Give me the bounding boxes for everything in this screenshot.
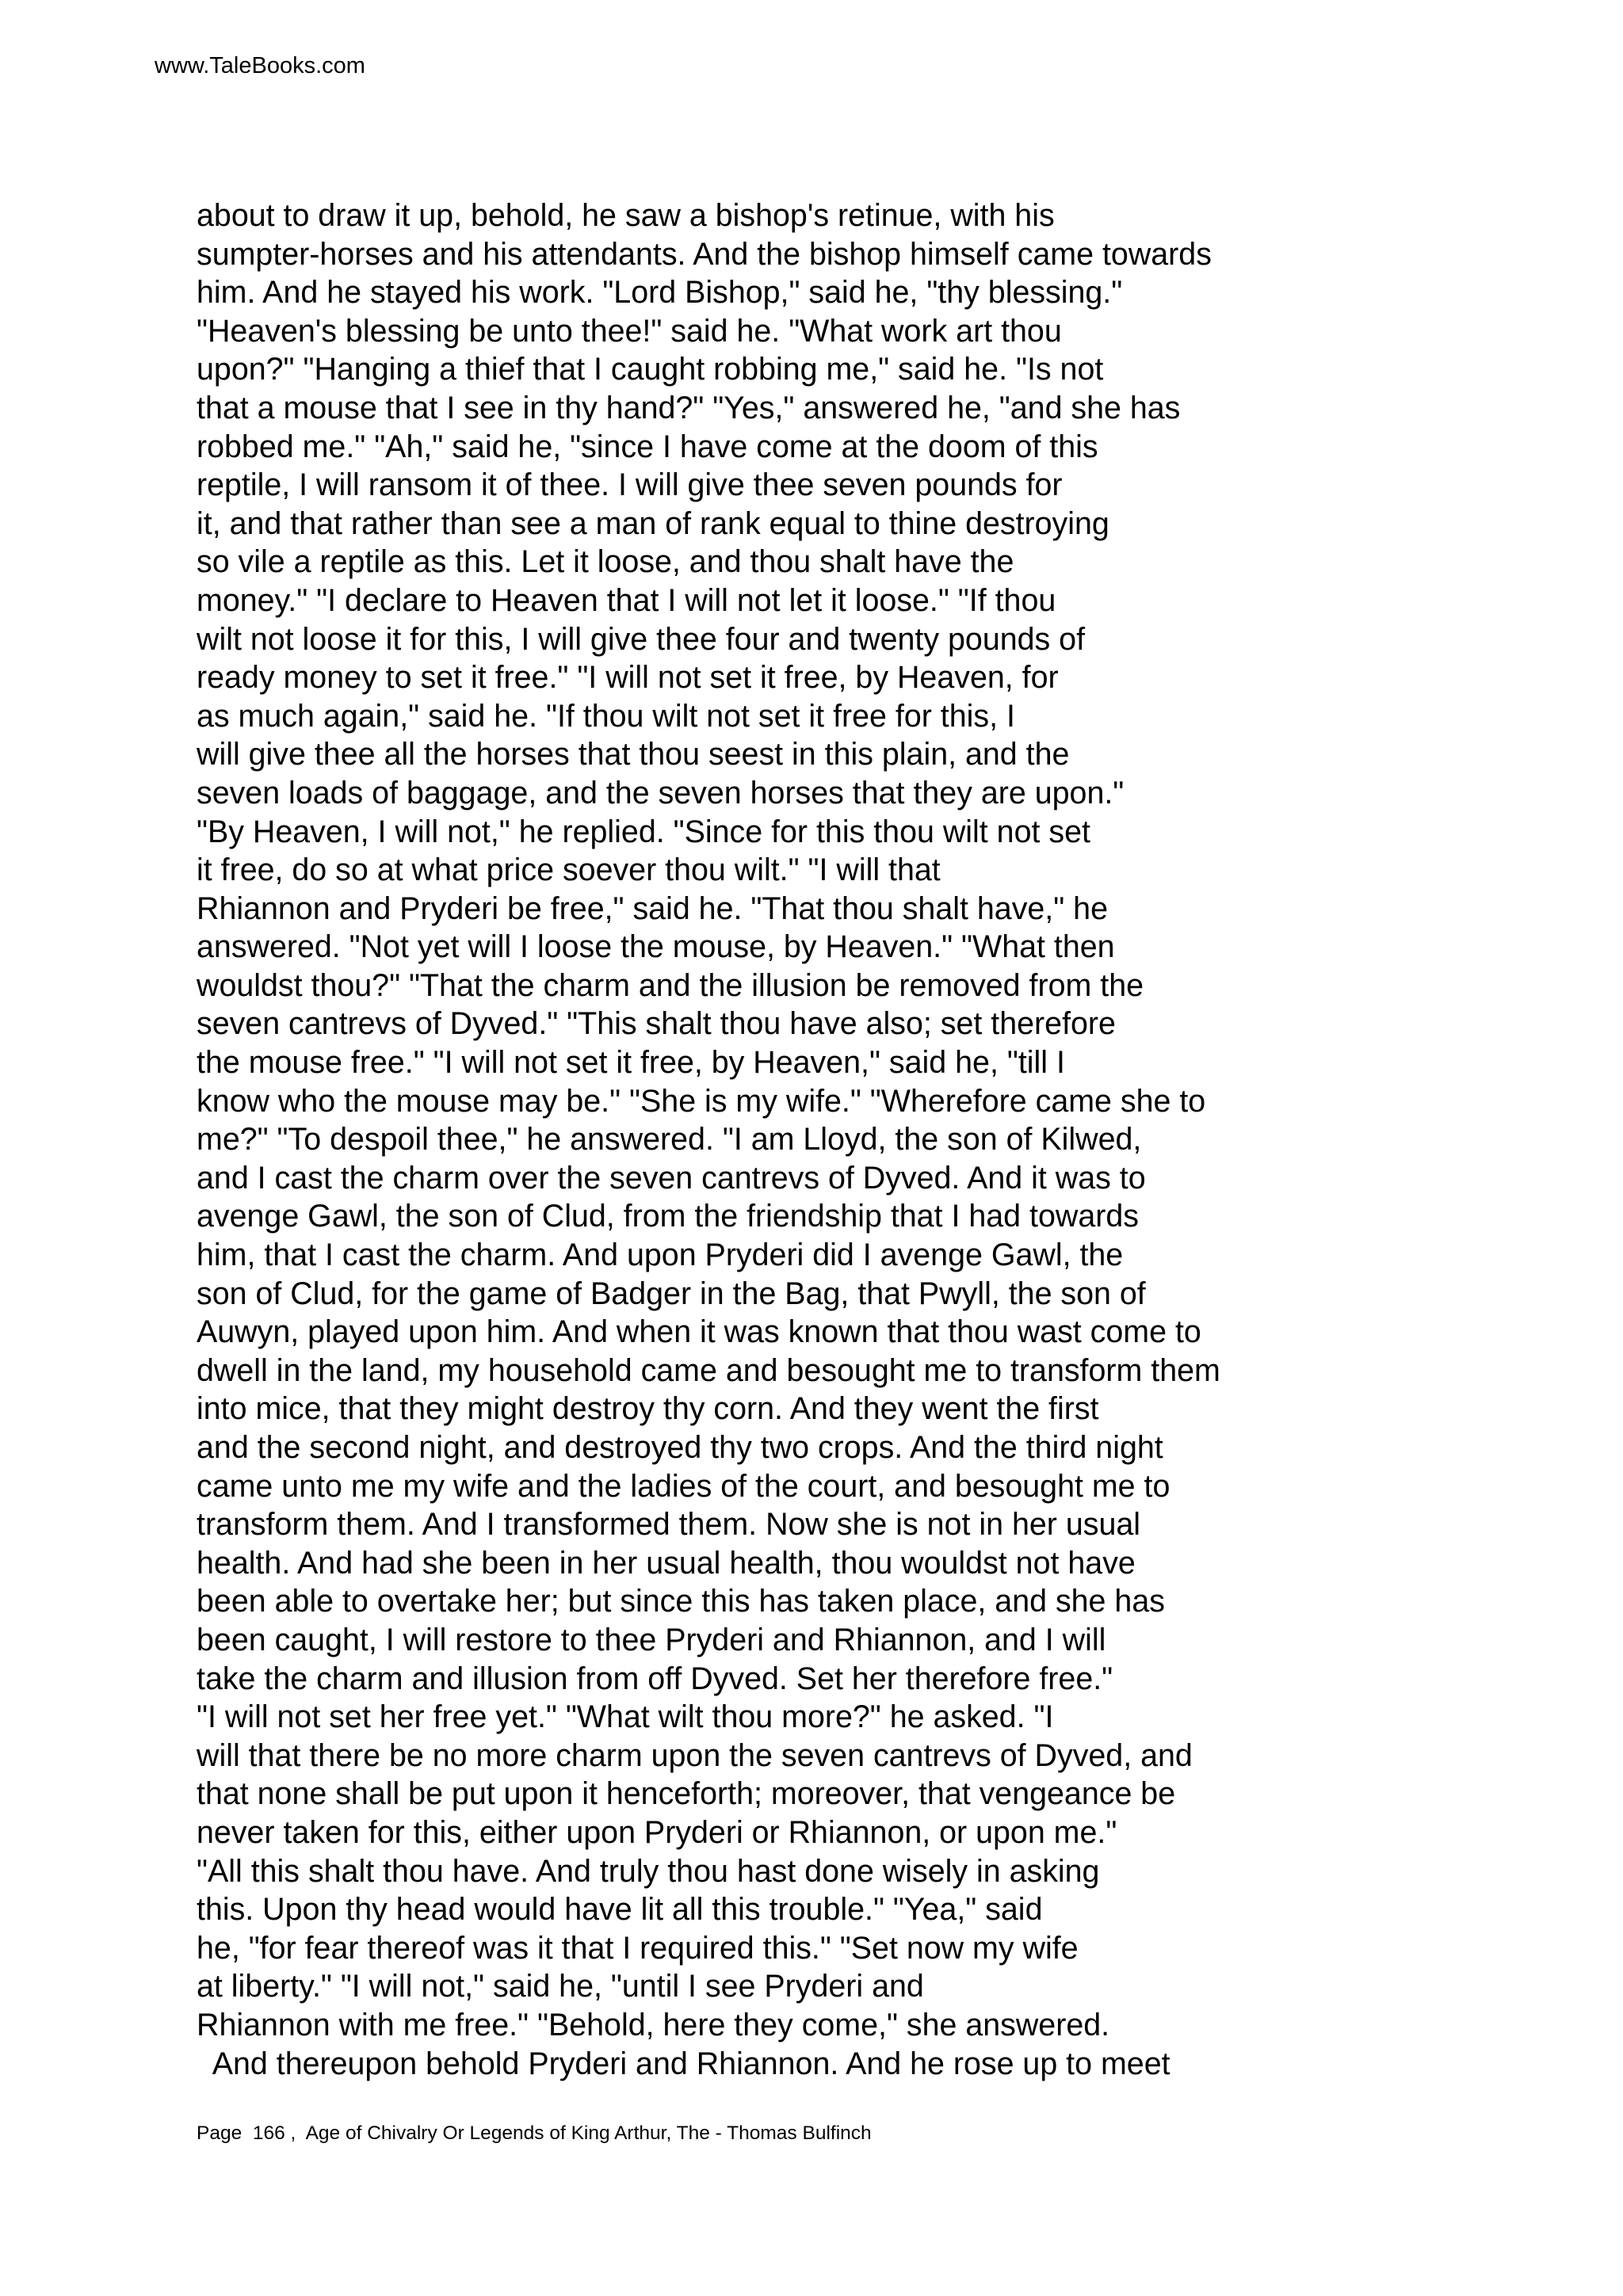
text-line: so vile a reptile as this. Let it loose, and thou shalt have the [197,544,1014,580]
text-line: at liberty." "I will not," said he, "until I see Pryderi and [197,1969,924,2004]
text-line: that a mouse that I see in thy hand?" "Yes," answered he, "and she has [197,390,1181,425]
text-line: "I will not set her free yet." "What wilt thou more?" he asked. "I [197,1699,1054,1735]
site-header: www.TaleBooks.com [155,53,365,78]
text-line: sumpter-horses and his attendants. And the bishop himself came towards [197,236,1212,272]
body-text [197,196,1575,2083]
text-line: wilt not loose it for this, I will give thee four and twenty pounds of [197,621,1086,657]
text-line: dwell in the land, my household came and besought me to transform them [197,1352,1220,1388]
text-line: him, that I cast the charm. And upon Pryderi did I avenge Gawl, the [197,1238,1124,1273]
text-line: "All this shalt thou have. And truly thou hast done wisely in asking [197,1853,1100,1889]
text-line: the mouse free." "I will not set it free, by Heaven," said he, "till I [197,1045,1065,1081]
page-footer: Page 166 , Age of Chivalry Or Legends of King Arthur, The - Thomas Bulfinch [197,2122,872,2144]
text-line: and I cast the charm over the seven cantrevs of Dyved. And it was to [197,1160,1146,1196]
text-line: seven loads of baggage, and the seven horses that they are upon." [197,775,1125,810]
text-line: it free, do so at what price soever thou wilt." "I will that [197,852,941,888]
text-line: Auwyn, played upon him. And when it was known that thou wast come to [197,1314,1201,1350]
text-line: he, "for fear thereof was it that I required this." "Set now my wife [197,1930,1079,1966]
text-line: it, and that rather than see a man of rank equal to thine destroying [197,505,1109,541]
text-line: seven cantrevs of Dyved." "This shalt thou have also; set therefore [197,1006,1116,1042]
text-line: Rhiannon and Pryderi be free," said he. "That thou shalt have," he [197,891,1108,926]
text-line: "Heaven's blessing be unto thee!" said he. "What work art thou [197,313,1062,349]
text-line: came unto me my wife and the ladies of the court, and besought me to [197,1468,1170,1504]
text-line: And thereupon behold Pryderi and Rhiannon. And he rose up to meet [197,2046,1170,2081]
text-line: been caught, I will restore to thee Pryderi and Rhiannon, and I will [197,1622,1106,1657]
text-line: wouldst thou?" "That the charm and the illusion be removed from the [197,967,1144,1003]
text-line: take the charm and illusion from off Dyved. Set her therefore free." [197,1661,1113,1696]
text-line: "By Heaven, I will not," he replied. "Since for this thou wilt not set [197,814,1090,849]
text-line: as much again," said he. "If thou wilt not set it free for this, I [197,698,1015,734]
text-line: will give thee all the horses that thou seest in this plain, and the [197,737,1070,772]
text-line: avenge Gawl, the son of Clud, from the friendship that I had towards [197,1199,1139,1234]
text-line: about to draw it up, behold, he saw a bishop's retinue, with his [197,198,1055,233]
text-line: robbed me." "Ah," said he, "since I have come at the doom of this [197,429,1098,464]
text-line: me?" "To despoil thee," he answered. "I am Lloyd, the son of Kilwed, [197,1122,1142,1158]
text-line: upon?" "Hanging a thief that I caught robbing me," said he. "Is not [197,352,1104,387]
text-line: son of Clud, for the game of Badger in the Bag, that Pwyll, the son of [197,1276,1146,1311]
text-line: know who the mouse may be." "She is my wife." "Wherefore came she to [197,1083,1206,1119]
text-line: answered. "Not yet will I loose the mouse, by Heaven." "What then [197,929,1115,965]
text-line: transform them. And I transformed them. Now she is not in her usual [197,1507,1141,1543]
text-line: into mice, that they might destroy thy corn. And they went the first [197,1391,1099,1427]
text-line: ready money to set it free." "I will not set it free, by Heaven, for [197,660,1059,696]
text-line: will that there be no more charm upon the seven cantrevs of Dyved, and [197,1737,1193,1773]
text-line: health. And had she been in her usual health, thou wouldst not have [197,1545,1136,1581]
text-line: that none shall be put upon it henceforth; moreover, that vengeance be [197,1776,1176,1812]
text-line: this. Upon thy head would have lit all this trouble." "Yea," said [197,1892,1043,1928]
text-line: never taken for this, either upon Pryderi or Rhiannon, or upon me." [197,1814,1117,1850]
text-line: and the second night, and destroyed thy two crops. And the third night [197,1430,1163,1465]
text-line: money." "I declare to Heaven that I will not let it loose." "If thou [197,582,1056,618]
text-line: him. And he stayed his work. "Lord Bishop," said he, "thy blessing." [197,275,1123,311]
text-line: been able to overtake her; but since this has taken place, and she has [197,1584,1165,1619]
text-line: reptile, I will ransom it of thee. I will give thee seven pounds for [197,467,1063,503]
text-line: Rhiannon with me free." "Behold, here they come," she answered. [197,2007,1110,2042]
